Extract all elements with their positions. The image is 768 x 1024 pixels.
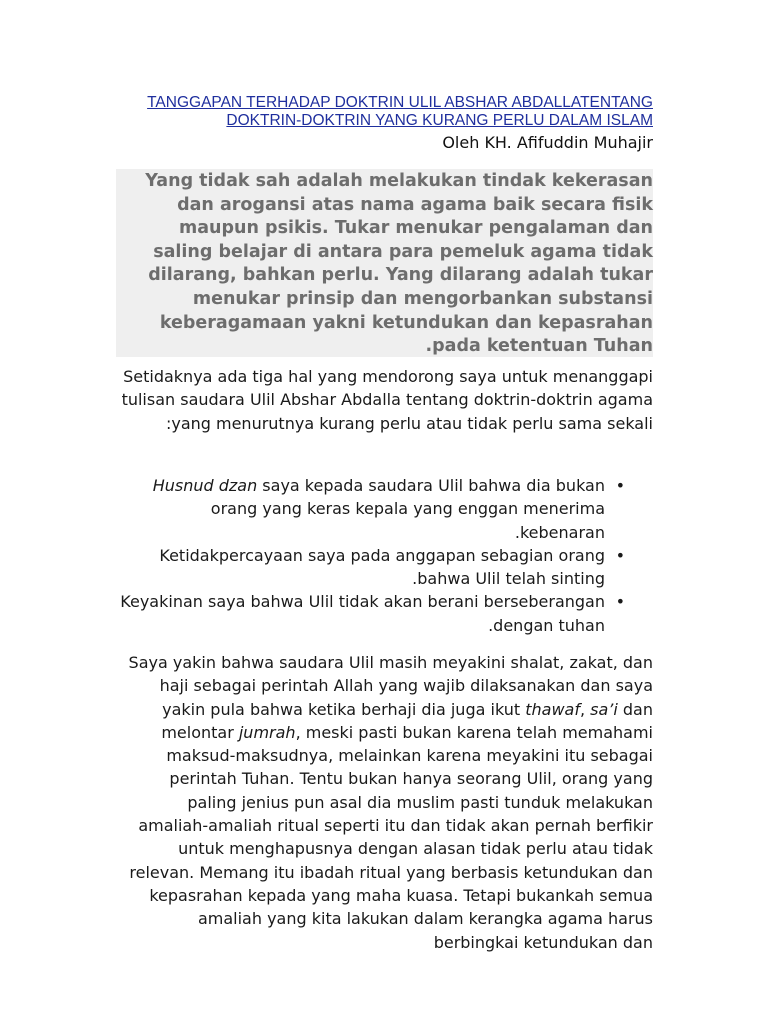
list-item-italic: Husnud dzan xyxy=(152,476,258,495)
body-text-c: , meski pasti bukan karena telah memahami maksud-maksudnya, melainkan karena meyakini itu sebagai perintah Tuhan. Tentu bukan hanya seorang Ulil, orang yang paling jenius pun asal dia muslim pasti tunduk melakukan amaliah-amaliah ritual seperti itu dan tidak akan pernah berfikir untuk menghapusnya dengan alasan tidak perlu atau tidak relevan. Memang itu ibadah ritual yang berbasis ketundukan dan kepasrahan kepada yang maha kuasa. Tetapi bukankah semua amaliah yang kita lakukan dalam kerangka agama harus berbingkai ketundukan dan xyxy=(129,722,653,952)
list-item-text: saya kepada saudara Ulil bahwa dia bukan orang yang keras kepala yang enggan menerima kebenaran. xyxy=(210,476,605,542)
list-item-text: Keyakinan saya bahwa Ulil tidak akan berani berseberangan dengan tuhan. xyxy=(120,592,605,635)
list-item xyxy=(120,590,625,637)
term-jumrah: jumrah xyxy=(238,722,296,742)
reason-list xyxy=(120,474,625,637)
title-line-1: TANGGAPAN TERHADAP DOKTRIN ULIL ABSHAR ABDALLATENTANG xyxy=(147,94,653,111)
pull-quote: Yang tidak sah adalah melakukan tindak kekerasan dan arogansi atas nama agama baik secara fisik maupun psikis. Tukar menukar pengalaman dan saling belajar di antara para pemeluk agama tidak dilarang, bahkan perlu. Yang dilarang adalah tukar menukar prinsip dan mengorbankan substansi keberagamaan yakni ketundukan dan kepasrahan pada ketentuan Tuhan. xyxy=(116,169,653,357)
term-thawaf: thawaf xyxy=(525,699,580,719)
title-line-2: DOKTRIN-DOKTRIN YANG KURANG PERLU DALAM ISLAM xyxy=(226,112,653,129)
body-paragraph xyxy=(120,651,653,954)
list-item-text: Ketidakpercayaan saya pada anggapan sebagian orang bahwa Ulil telah sinting. xyxy=(159,545,605,589)
body-comma: , xyxy=(579,699,591,719)
list-item xyxy=(120,544,625,591)
title-link[interactable] xyxy=(110,94,653,130)
body-text-a: Saya yakin bahwa saudara Ulil masih meyakini shalat, zakat, dan haji sebagai perintah Allah yang wajib dilaksanakan dan saya yakin pula bahwa ketika berhaji dia juga ikut xyxy=(128,653,653,719)
author-byline: Oleh KH. Afifuddin Muhajir xyxy=(442,133,653,152)
term-sai: sa’i xyxy=(590,699,618,719)
intro-paragraph: Setidaknya ada tiga hal yang mendorong saya untuk menanggapi tulisan saudara Ulil Abshar Abdalla tentang doktrin-doktrin agama yang menurutnya kurang perlu atau tidak perlu sama sekali: xyxy=(121,367,653,433)
body-text-b: dan melontar xyxy=(161,699,653,742)
bullet-icon: • xyxy=(615,476,625,495)
bullet-icon: • xyxy=(615,545,625,565)
list-item xyxy=(120,474,625,544)
bullet-icon: • xyxy=(615,592,625,612)
